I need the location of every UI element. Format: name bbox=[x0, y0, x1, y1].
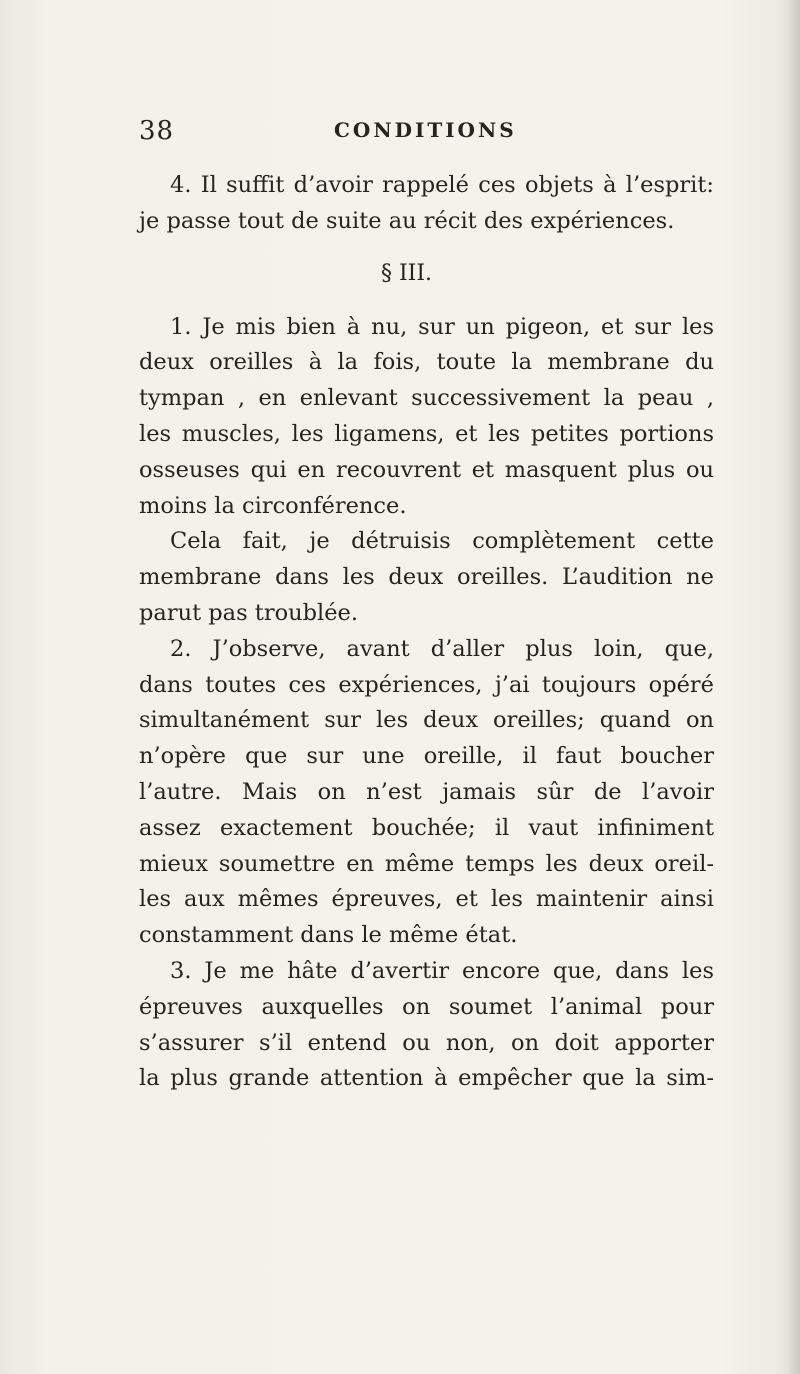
text-line: mieux soumettre en même temps les deux oreil- bbox=[139, 850, 714, 877]
text-line: constamment dans le même état. bbox=[139, 922, 518, 949]
text-line: 1. Je mis bien à nu, sur un pigeon, et sur les bbox=[170, 313, 714, 340]
text-line: n’opère que sur une oreille, il faut boucher bbox=[139, 743, 714, 770]
text-line: épreuves auxquelles on soumet l’animal pour bbox=[139, 993, 714, 1020]
text-line: deux oreilles à la fois, toute la membrane du bbox=[139, 349, 714, 376]
text-line: je passe tout de suite au récit des expériences. bbox=[139, 207, 675, 234]
text-line: les muscles, les ligamens, et les petites portions bbox=[139, 420, 714, 447]
text-line: 2. J’observe, avant d’aller plus loin, que, bbox=[170, 635, 714, 662]
text-line: l’autre. Mais on n’est jamais sûr de l’avoir bbox=[139, 778, 714, 805]
page-header bbox=[139, 116, 679, 156]
text-line: la plus grande attention à empêcher que la sim- bbox=[139, 1065, 714, 1092]
text-line: les aux mêmes épreuves, et les maintenir ainsi bbox=[139, 886, 714, 913]
page-number: 38 bbox=[139, 116, 175, 146]
text-line: simultanément sur les deux oreilles; quand on bbox=[139, 707, 714, 734]
page-body bbox=[139, 168, 714, 1097]
text-line: membrane dans les deux oreilles. L’audition ne bbox=[139, 564, 714, 591]
text-line: dans toutes ces expériences, j’ai toujours opéré bbox=[139, 671, 714, 698]
text-line: Cela fait, je détruisis complètement cette bbox=[170, 528, 714, 555]
text-line: assez exactement bouchée; il vaut infiniment bbox=[139, 814, 714, 841]
section-heading: § III. bbox=[380, 260, 433, 286]
text-line: 3. Je me hâte d’avertir encore que, dans les bbox=[170, 957, 714, 984]
page-edge-shadow bbox=[786, 0, 800, 1374]
text-line: osseuses qui en recouvrent et masquent plus ou bbox=[139, 456, 714, 483]
running-title: CONDITIONS bbox=[334, 118, 517, 142]
text-line: parut pas troublée. bbox=[139, 599, 358, 626]
text-line: tympan , en enlevant successivement la peau , bbox=[139, 385, 714, 412]
text-line: moins la circonférence. bbox=[139, 492, 407, 519]
text-line: 4. Il suffit d’avoir rappelé ces objets à l’esprit: bbox=[170, 172, 714, 198]
text-line: s’assurer s’il entend ou non, on doit apporter bbox=[139, 1029, 714, 1056]
